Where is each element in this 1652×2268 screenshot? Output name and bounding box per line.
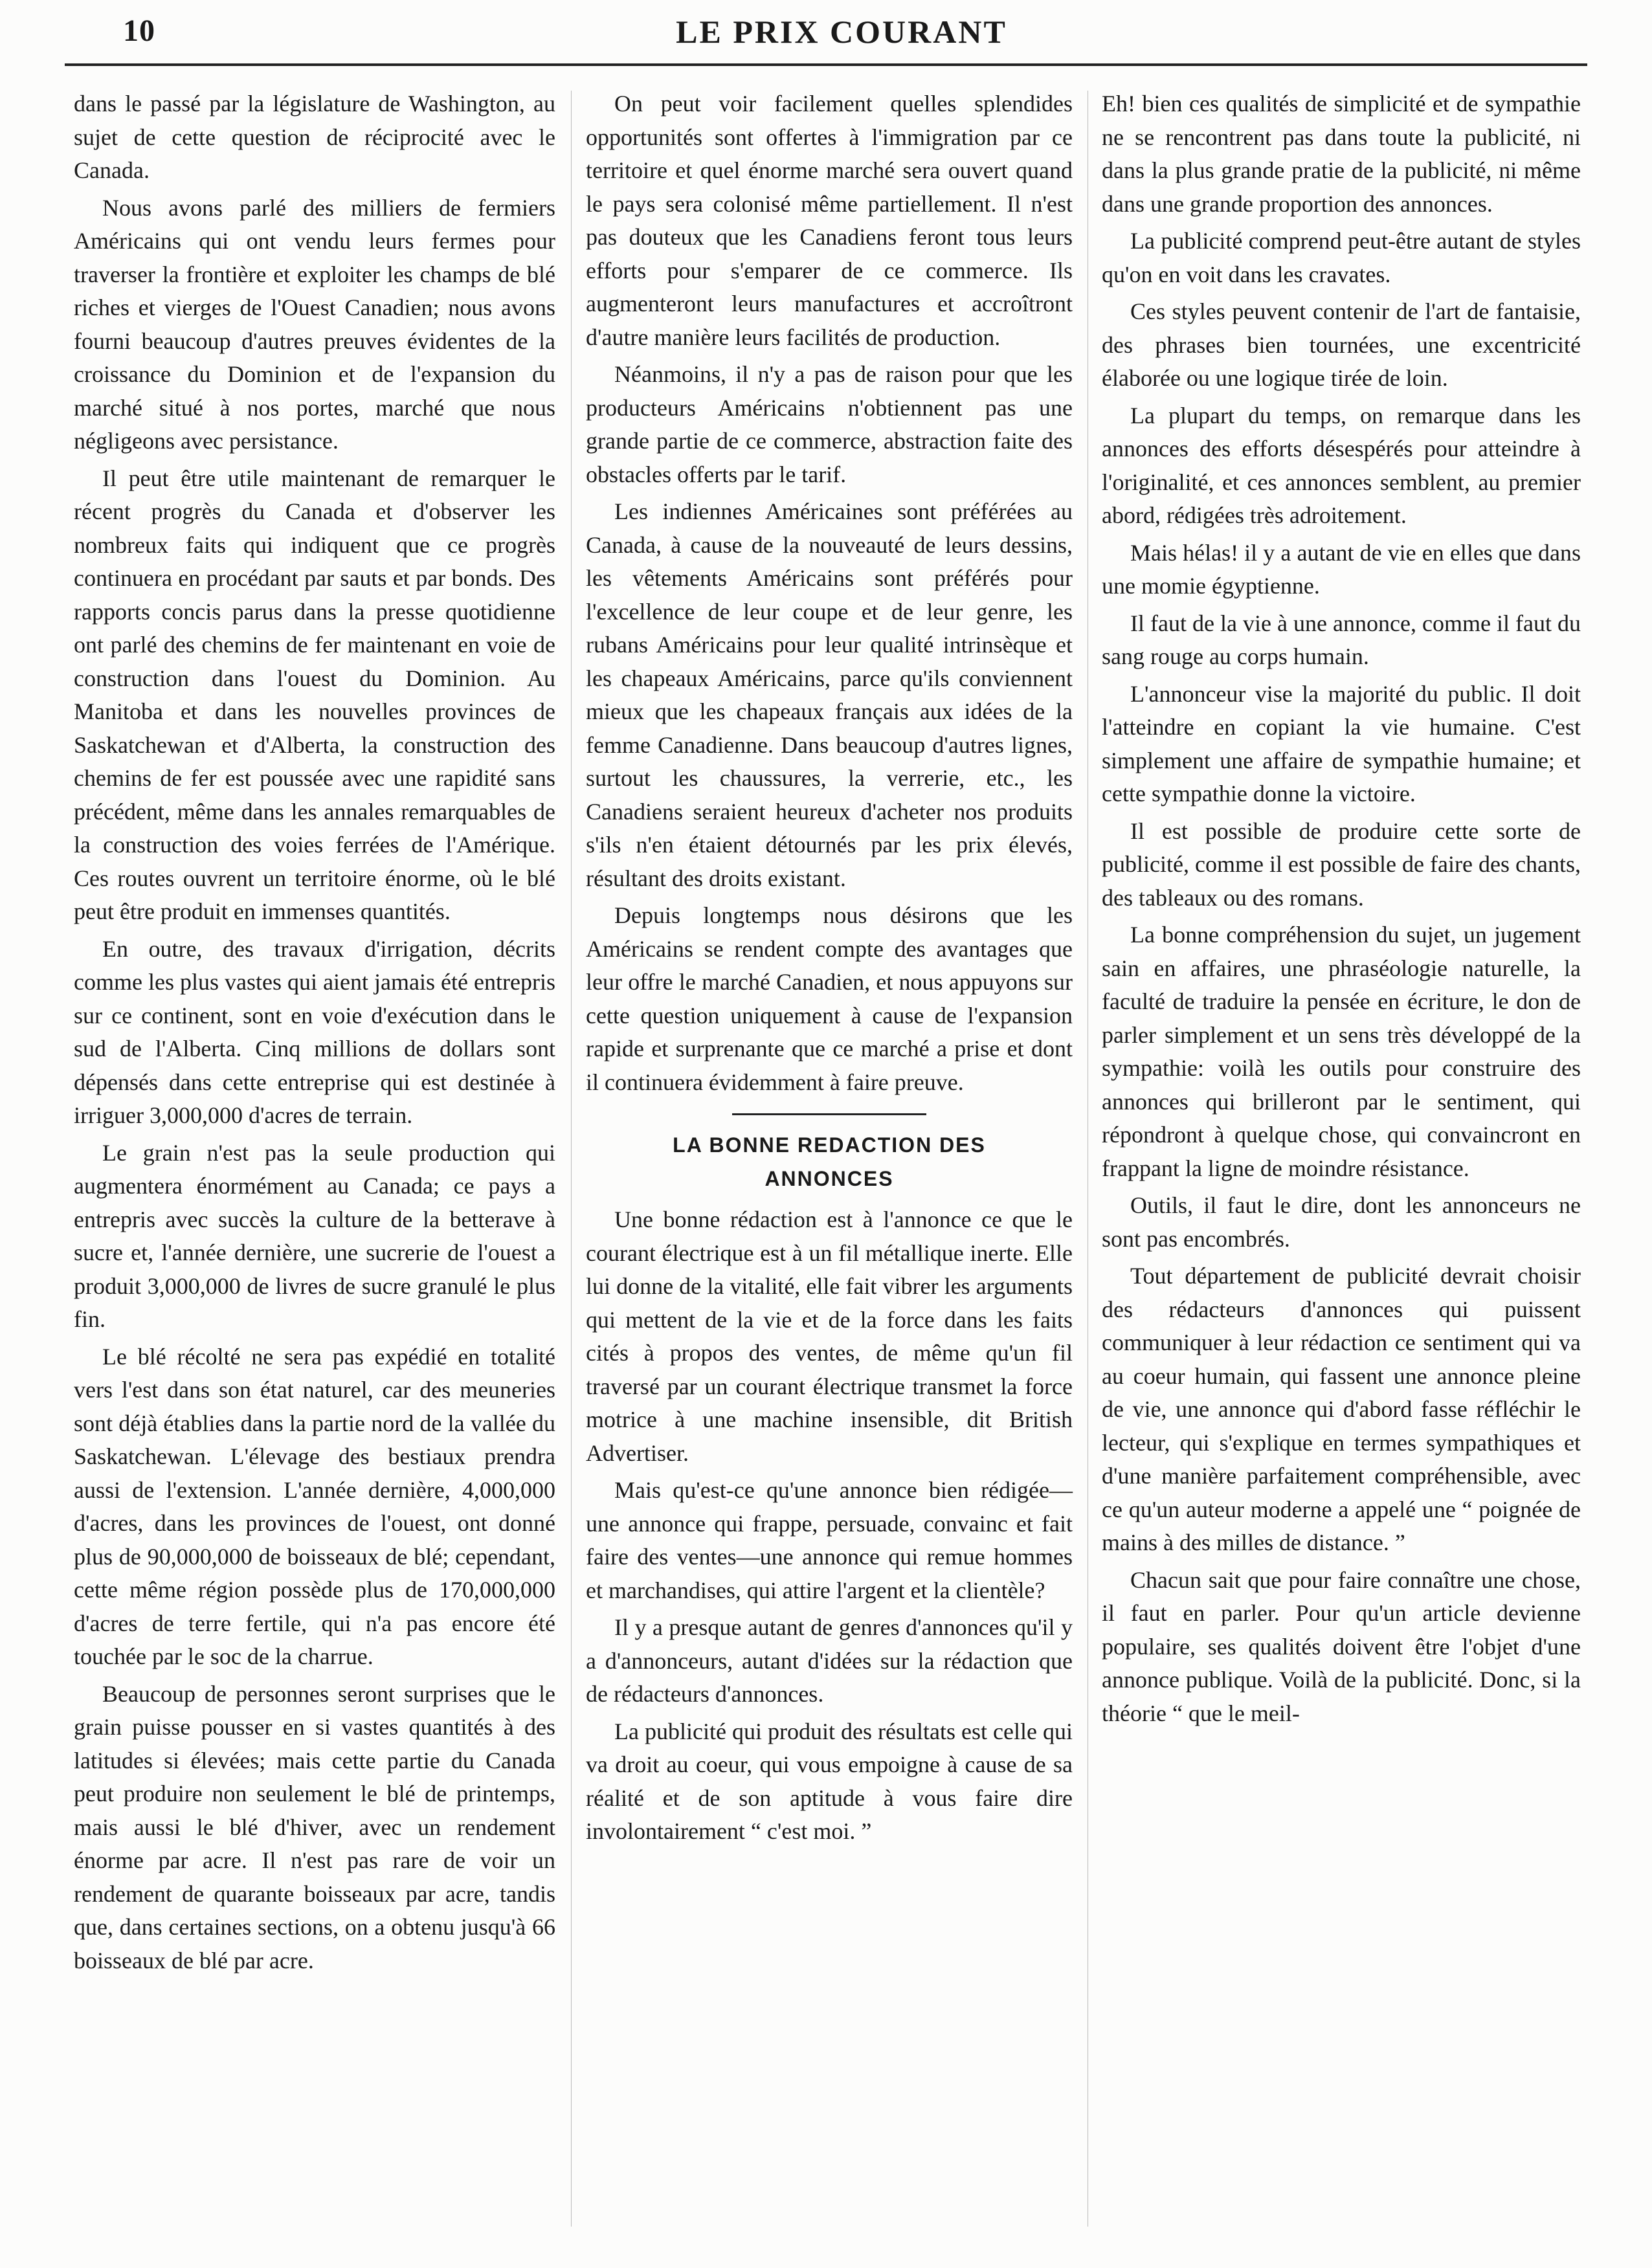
paragraph: Il peut être utile maintenant de remarquer le récent progrès du Canada et d'observer les nombreux faits qui indiquent que ce progrès continuera en procédant par sauts et par bonds. Des rapports concis parus dans la presse quotidienne ont parlé des chemins de fer maintenant en voie de construction dans l'ouest du Dominion. Au Manitoba et dans les nouvelles provinces de Saskatchewan et d'Alberta, la construction des chemins de fer est poussée avec une rapidité sans précédent, même dans les annales remarquables de la construction des voies ferrées de l'Amérique. Ces routes ouvrent un territoire énorme, où le blé peut être produit en immenses quantités. bbox=[74, 465, 555, 924]
paragraph: Le grain n'est pas la seule production qui augmentera énormément au Canada; ce pays a entrepris avec succès la culture de la betterave à sucre et, l'année dernière, une sucrerie de l'ouest a produit 3,000,000 de livres de sucre granulé le plus fin. bbox=[74, 1139, 555, 1332]
section-heading bbox=[586, 1128, 1073, 1195]
paragraph: Eh! bien ces qualités de simplicité et de sympathie ne se rencontrent pas dans toute la publicité, ni dans la plus grande pratie de la publicité, ni même dans une grande proportion des annonces. bbox=[1102, 91, 1581, 217]
section-heading-line: LA BONNE REDACTION DES bbox=[673, 1133, 986, 1157]
paragraph: Il faut de la vie à une annonce, comme il faut du sang rouge au corps humain. bbox=[1102, 610, 1581, 669]
paragraph: Chacun sait que pour faire connaître une chose, il faut en parler. Pour qu'un article devienne populaire, ses qualités doivent être l'objet d'une annonce publique. Voilà de la publicité. Donc, si la théorie “ que le meil- bbox=[1102, 1566, 1581, 1726]
paragraph: Une bonne rédaction est à l'annonce ce que le courant électrique est à un fil métallique inerte. Elle lui donne de la vitalité, elle fait vibrer les arguments qui mettent de la vie et de la force dans les faits cités à propos des ventes, de même qu'un fil traversé par un courant électrique transmet la force motrice à une machine insensible, dit British Advertiser. bbox=[586, 1206, 1073, 1466]
article-column-1 bbox=[74, 87, 555, 1981]
paragraph: L'annonceur vise la majorité du public. Il doit l'atteindre en copiant la vie humaine. C'est simplement une affaire de sympathie humaine; et cette sympathie donne la victoire. bbox=[1102, 680, 1581, 806]
paragraph: La publicité qui produit des résultats est celle qui va droit au coeur, qui vous empoigne à cause de sa réalité et de son aptitude à vous faire dire involontairement “ c'est moi. ” bbox=[586, 1718, 1073, 1844]
paragraph: La bonne compréhension du sujet, un jugement sain en affaires, une phraséologie naturelle, la faculté de traduire la pensée en écriture, le don de parler simplement et un sens très développé de la sympathie: voilà les outils pour construire des annonces qui brilleront par le sentiment, qui répondront à quelque chose, qui convaincront en frappant la ligne de moindre résistance. bbox=[1102, 922, 1581, 1181]
paragraph: Tout département de publicité devrait choisir des rédacteurs d'annonces qui puissent communiquer à leur rédaction ce sentiment qui va au coeur humain, qui fassent une annonce pleine de vie, une annonce qui d'abord fasse réfléchir le lecteur, qui s'explique en termes sympathiques et d'une manière parfaitement compréhensible, avec ce qu'un auteur moderne a appelé une “ poignée de mains à des milles de distance. ” bbox=[1102, 1263, 1581, 1555]
paragraph: Il est possible de produire cette sorte de publicité, comme il est possible de faire des chants, des tableaux ou des romans. bbox=[1102, 817, 1581, 911]
section-heading-line: ANNONCES bbox=[765, 1167, 894, 1190]
paragraph: Nous avons parlé des milliers de fermiers Américains qui ont vendu leurs fermes pour traverser la frontière et exploiter les champs de blé riches et vierges de l'Ouest Canadien; nous avons fourni beaucoup d'autres preuves évidentes de la croissance du Dominion et de l'expansion du marché situé à nos portes, marché que nous négligeons avec persistance. bbox=[74, 194, 555, 454]
article-column-3 bbox=[1102, 87, 1581, 1734]
paragraph: La publicité comprend peut-être autant de styles qu'on en voit dans les cravates. bbox=[1102, 228, 1581, 287]
paragraph: En outre, des travaux d'irrigation, décrits comme les plus vastes qui aient jamais été entrepris sur ce continent, sont en voie d'exécution dans le sud de l'Alberta. Cinq millions de dollars sont dépensés dans cette entreprise qui est destinée à irriguer 3,000,000 d'acres de terrain. bbox=[74, 935, 555, 1128]
article-column-2 bbox=[586, 87, 1073, 1852]
paragraph: Il y a presque autant de genres d'annonces qu'il y a d'annonceurs, autant d'idées sur la rédaction que de rédacteurs d'annonces. bbox=[586, 1614, 1073, 1707]
paragraph: Outils, il faut le dire, dont les annonceurs ne sont pas encombrés. bbox=[1102, 1192, 1581, 1252]
paragraph: Les indiennes Américaines sont préférées au Canada, à cause de la nouveauté de leurs dessins, les vêtements Américains sont préférés pour l'excellence de leur coupe et de leur genre, les rubans Américains pour leur qualité intrinsèque et les chapeaux Américains, parce qu'ils conviennent mieux que les chapeaux français aux idées de la femme Canadienne. Dans beaucoup d'autres lignes, surtout les chaussures, la verrerie, etc., les Canadiens seraient heureux d'acheter nos produits s'ils n'en étaient détournés par les prix élevés, résultant des droits existant. bbox=[586, 498, 1073, 891]
paragraph: Néanmoins, il n'y a pas de raison pour que les producteurs Américains n'obtiennent pas une grande partie de ce commerce, abstraction faite des obstacles offerts par le tarif. bbox=[586, 361, 1073, 487]
paragraph: Le blé récolté ne sera pas expédié en totalité vers l'est dans son état naturel, car des meuneries sont déjà établies dans la partie nord de la vallée du Saskatchewan. L'élevage des bestiaux prendra aussi de l'extension. L'année dernière, 4,000,000 d'acres, dans les provinces de l'ouest, ont donné plus de 90,000,000 de boisseaux de blé; cependant, cette même région possède plus de 170,000,000 d'acres de terre fertile, qui n'a pas encore été touchée par le soc de la charrue. bbox=[74, 1343, 555, 1669]
page-number: 10 bbox=[123, 14, 155, 48]
paragraph: Mais hélas! il y a autant de vie en elles que dans une momie égyptienne. bbox=[1102, 539, 1581, 599]
page-header bbox=[65, 13, 1618, 58]
page-title: LE PRIX COURANT bbox=[676, 14, 1007, 50]
paragraph: Beaucoup de personnes seront surprises que le grain puisse pousser en si vastes quantités à des latitudes si élevées; mais cette partie du Canada peut produire non seulement le blé de printemps, mais aussi le blé d'hiver, avec un rendement énorme par acre. Il n'est pas rare de voir un rendement de quarante boisseaux par acre, tandis que, dans certaines sections, on a obtenu jusqu'à 66 boisseaux de blé par acre. bbox=[74, 1680, 555, 1973]
paragraph: Depuis longtemps nous désirons que les Américains se rendent compte des avantages que leur offre le marché Canadien, et nous appuyons sur cette question uniquement à cause de l'expansion rapide et surprenante que ce marché a prise et dont il continuera évidemment à faire preuve. bbox=[586, 902, 1073, 1095]
paragraph: La plupart du temps, on remarque dans les annonces des efforts désespérés pour atteindre à l'originalité, et ces annonces semblent, au premier abord, rédigées très adroitement. bbox=[1102, 402, 1581, 528]
paragraph: Ces styles peuvent contenir de l'art de fantaisie, des phrases bien tournées, une excentricité élaborée ou une logique tirée de loin. bbox=[1102, 298, 1581, 391]
paragraph: On peut voir facilement quelles splendides opportunités sont offertes à l'immigration par ce territoire et quel énorme marché sera ouvert quand le pays sera colonisé même partiellement. Il n'est pas douteux que les Canadiens feront tous leurs efforts pour s'emparer de ce commerce. Ils augmenteront leurs manufactures et accroîtront d'autre manière leurs facilités de production. bbox=[586, 91, 1073, 350]
header-rule bbox=[65, 63, 1587, 66]
paragraph: Mais qu'est-ce qu'une annonce bien rédigée—une annonce qui frappe, persuade, convainc et fait faire des ventes—une annonce qui remue hommes et marchandises, qui attire l'argent et la clientèle? bbox=[586, 1477, 1073, 1603]
section-rule bbox=[732, 1113, 926, 1115]
column-divider bbox=[571, 91, 572, 2227]
paragraph: dans le passé par la législature de Washington, au sujet de cette question de réciprocité avec le Canada. bbox=[74, 91, 555, 183]
